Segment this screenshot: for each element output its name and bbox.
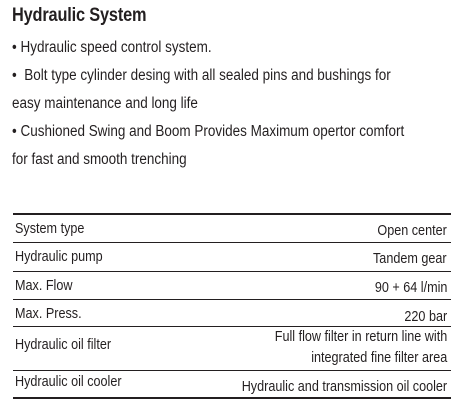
spec-label: Hydraulic oil filter [15,337,112,353]
spec-label: Hydraulic oil cooler [15,374,122,390]
table-row-hydraulic-pump [13,243,451,272]
spec-value: 90 + 64 l/min [374,280,447,296]
table-row-max-flow [13,272,451,300]
spec-value: Hydraulic and transmission oil cooler [241,379,447,395]
table-top-rule [13,213,451,215]
table-row-system-type [13,216,451,243]
table-row-oil-filter [13,327,451,371]
bullet-cushioned-swing: • Cushioned Swing and Boom Provides Maximum opertor comfort for fast and smooth trenching [12,123,405,168]
spec-value: Full flow filter in return line with integrated fine filter area [274,329,447,366]
spec-label: System type [15,221,85,237]
spec-label: Max. Flow [15,278,73,294]
spec-value: Open center [377,223,447,239]
bullet-speed-control: • Hydraulic speed control system. [12,39,212,56]
spec-label: Hydraulic pump [15,249,103,265]
bullet-cylinder-design: • Bolt type cylinder desing with all sealed pins and bushings for easy maintenance and long life [12,67,391,112]
spec-value: 220 bar [404,309,447,325]
spec-value: Tandem gear [373,251,447,267]
table-row-max-press [13,300,451,327]
section-title: Hydraulic System [12,5,147,26]
table-row-oil-cooler [13,371,451,399]
spec-label: Max. Press. [15,306,82,322]
